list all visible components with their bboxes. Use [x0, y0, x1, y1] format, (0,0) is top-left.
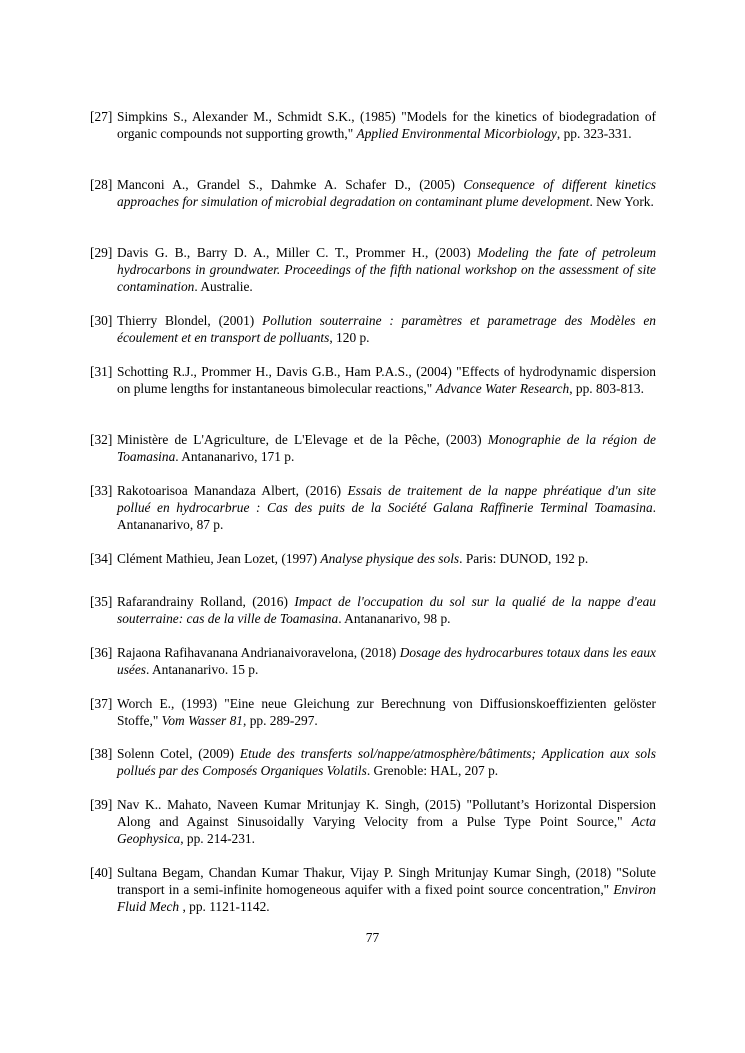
reference-36	[90, 644, 656, 678]
reference-text: Thierry Blondel, (2001) Pollution souterraine : paramètres et parametrage des Modèles en écoulement et en transport de polluants, 120 p.	[117, 313, 656, 345]
reference-text: Rakotoarisoa Manandaza Albert, (2016) Essais de traitement de la nappe phréatique d'un site pollué en hydrocarbrue : Cas des puits de la Société Galana Raffinerie Terminal Toamasina. Antananarivo, 87 p.	[117, 483, 656, 532]
reference-35	[90, 593, 656, 627]
reference-31	[90, 363, 656, 397]
reference-number: [28]	[90, 177, 113, 192]
reference-number: [33]	[90, 483, 113, 498]
reference-30	[90, 312, 656, 346]
reference-number: [38]	[90, 746, 113, 761]
reference-text: Clément Mathieu, Jean Lozet, (1997) Analyse physique des sols. Paris: DUNOD, 192 p.	[117, 551, 589, 566]
reference-number: [29]	[90, 245, 113, 260]
reference-33	[90, 482, 656, 533]
reference-number: [30]	[90, 313, 113, 328]
reference-text: Schotting R.J., Prommer H., Davis G.B., Ham P.A.S., (2004) "Effects of hydrodynamic dispersion on plume lengths for instantaneous bimolecular reactions," Advance Water Research, pp. 803-813.	[117, 364, 656, 396]
reference-number: [37]	[90, 696, 113, 711]
reference-text: Ministère de L'Agriculture, de L'Elevage et de la Pêche, (2003) Monographie de la région de Toamasina. Antananarivo, 171 p.	[117, 432, 656, 464]
reference-text: Rafarandrainy Rolland, (2016) Impact de l'occupation du sol sur la qualié de la nappe d'eau souterraine: cas de la ville de Toamasina. Antananarivo, 98 p.	[117, 594, 656, 626]
reference-number: [36]	[90, 645, 113, 660]
reference-number: [35]	[90, 594, 113, 609]
reference-39	[90, 796, 656, 847]
reference-number: [31]	[90, 364, 113, 379]
reference-number: [27]	[90, 109, 113, 124]
reference-text: Nav K.. Mahato, Naveen Kumar Mritunjay K. Singh, (2015) "Pollutant’s Horizontal Dispersion Along and Against Sinusoidally Varying Velocity from a Pulse Type Point Source," Acta Geophysica, pp. 214-231.	[117, 797, 656, 846]
reference-text: Simpkins S., Alexander M., Schmidt S.K., (1985) "Models for the kinetics of biodegradation of organic compounds not supporting growth," Applied Environmental Micorbiology, pp. 323-331.	[117, 109, 656, 141]
reference-number: [39]	[90, 797, 113, 812]
reference-number: [32]	[90, 432, 113, 447]
reference-number: [40]	[90, 865, 113, 880]
reference-text: Davis G. B., Barry D. A., Miller C. T., Prommer H., (2003) Modeling the fate of petroleum hydrocarbons in groundwater. Proceedings of the fifth national workshop on the assessment of site contamination. Australie.	[117, 245, 656, 294]
reference-text: Rajaona Rafihavanana Andrianaivoravelona, (2018) Dosage des hydrocarbures totaux dans les eaux usées. Antananarivo. 15 p.	[117, 645, 656, 677]
reference-40	[90, 864, 656, 915]
reference-number: [34]	[90, 551, 113, 566]
page-number: 77	[365, 930, 380, 945]
reference-27	[90, 108, 656, 142]
reference-29	[90, 244, 656, 295]
reference-32	[90, 431, 656, 465]
reference-38	[90, 745, 656, 779]
reference-37	[90, 695, 656, 729]
reference-34	[90, 550, 656, 567]
reference-text: Worch E., (1993) "Eine neue Gleichung zur Berechnung von Diffusionskoeffizienten gelöster Stoffe," Vom Wasser 81, pp. 289-297.	[117, 696, 656, 728]
reference-28	[90, 176, 656, 210]
reference-text: Solenn Cotel, (2009) Etude des transferts sol/nappe/atmosphère/bâtiments; Application aux sols pollués par des Composés Organiques Volatils. Grenoble: HAL, 207 p.	[117, 746, 656, 778]
reference-text: Manconi A., Grandel S., Dahmke A. Schafer D., (2005) Consequence of different kinetics approaches for simulation of microbial degradation on contaminant plume development. New York.	[117, 177, 657, 209]
reference-text: Sultana Begam, Chandan Kumar Thakur, Vijay P. Singh Mritunjay Kumar Singh, (2018) "Solute transport in a semi-infinite homogeneous aquifer with a fixed point source concentration," Environ Fluid Mech , pp. 1121-1142.	[117, 865, 656, 914]
